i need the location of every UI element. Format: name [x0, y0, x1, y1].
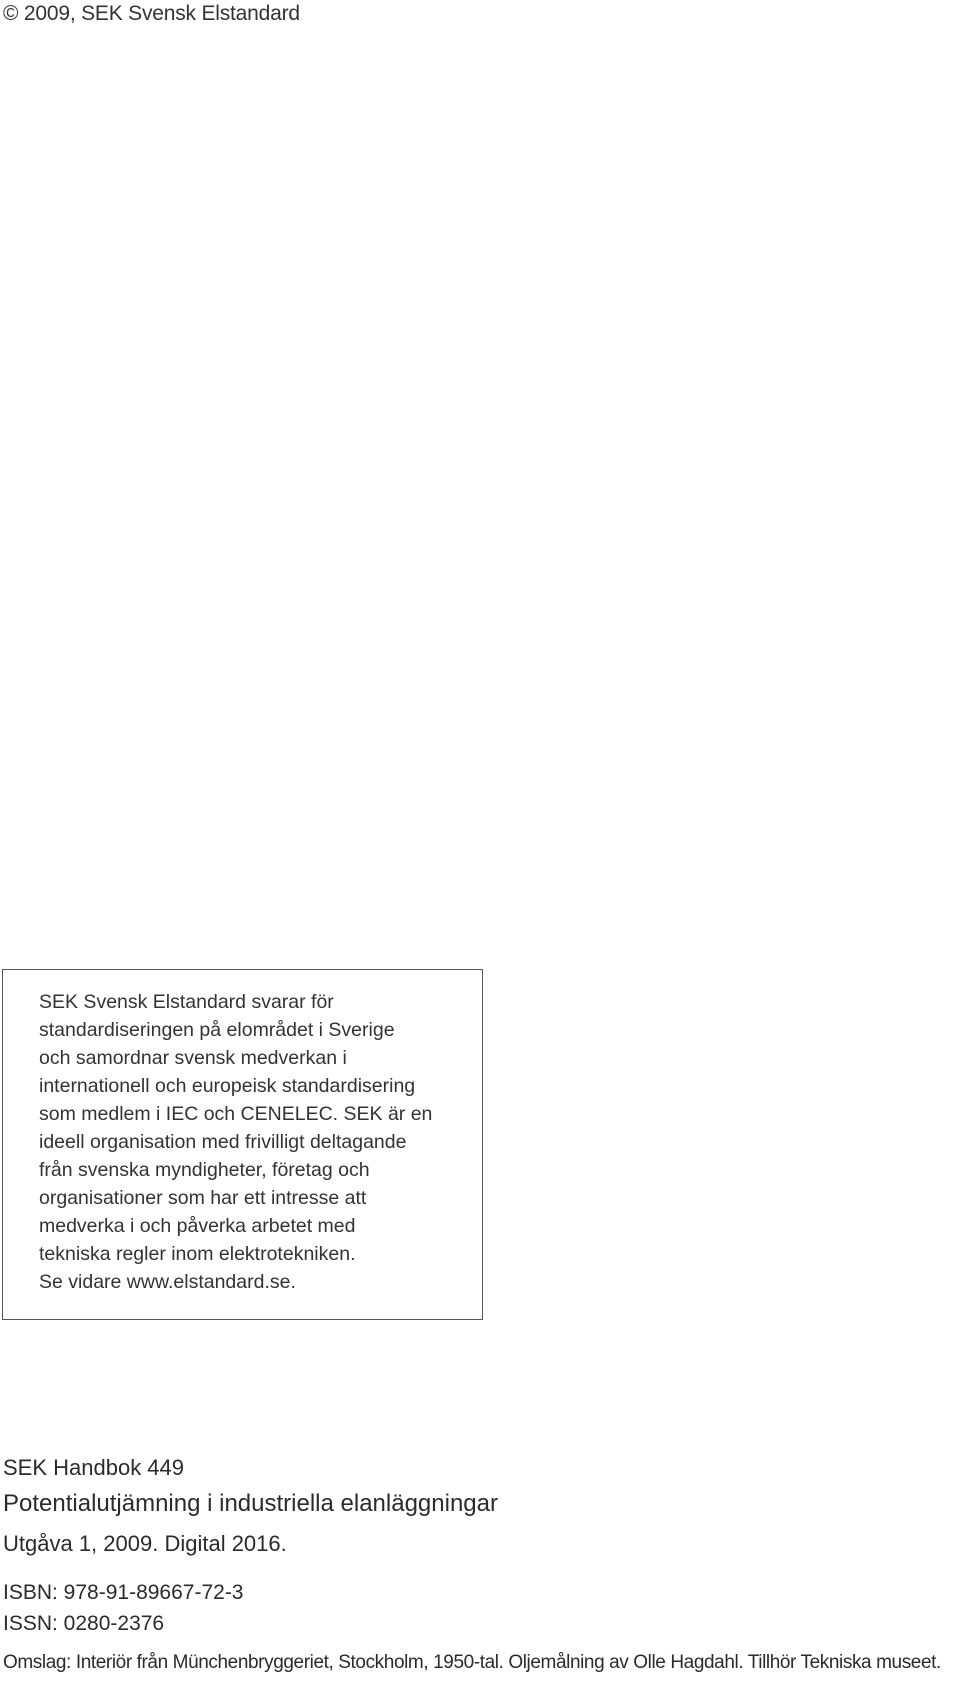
- edition-info: Utgåva 1, 2009. Digital 2016.: [3, 1531, 287, 1556]
- info-line: internationell och europeisk standardisering: [39, 1075, 416, 1097]
- info-line: ideell organisation med frivilligt deltagande: [39, 1131, 407, 1153]
- info-line: organisationer som har ett intresse att: [39, 1187, 367, 1209]
- info-line: som medlem i IEC och CENELEC. SEK är en: [39, 1103, 433, 1125]
- info-line: från svenska myndigheter, företag och: [39, 1159, 370, 1181]
- organization-info-box: [2, 969, 483, 1320]
- info-line: Se vidare www.elstandard.se.: [39, 1271, 296, 1293]
- info-line: SEK Svensk Elstandard svarar för: [39, 991, 334, 1013]
- info-line: och samordnar svensk medverkan i: [39, 1047, 347, 1069]
- isbn: ISBN: 978-91-89667-72-3: [3, 1581, 244, 1604]
- copyright-notice: © 2009, SEK Svensk Elstandard: [3, 2, 300, 25]
- cover-credit: Omslag: Interiör från Münchenbryggeriet, Stockholm, 1950-tal. Oljemålning av Olle Hagdahl. Tillhör Tekniska museet.: [3, 1652, 941, 1673]
- handbook-title: Potentialutjämning i industriella elanläggningar: [3, 1490, 498, 1517]
- info-line: tekniska regler inom elektrotekniken.: [39, 1243, 356, 1265]
- issn: ISSN: 0280-2376: [3, 1612, 165, 1635]
- info-line: medverka i och påverka arbetet med: [39, 1215, 356, 1237]
- info-line: standardiseringen på elområdet i Sverige: [39, 1019, 395, 1041]
- handbook-number: SEK Handbok 449: [3, 1455, 185, 1480]
